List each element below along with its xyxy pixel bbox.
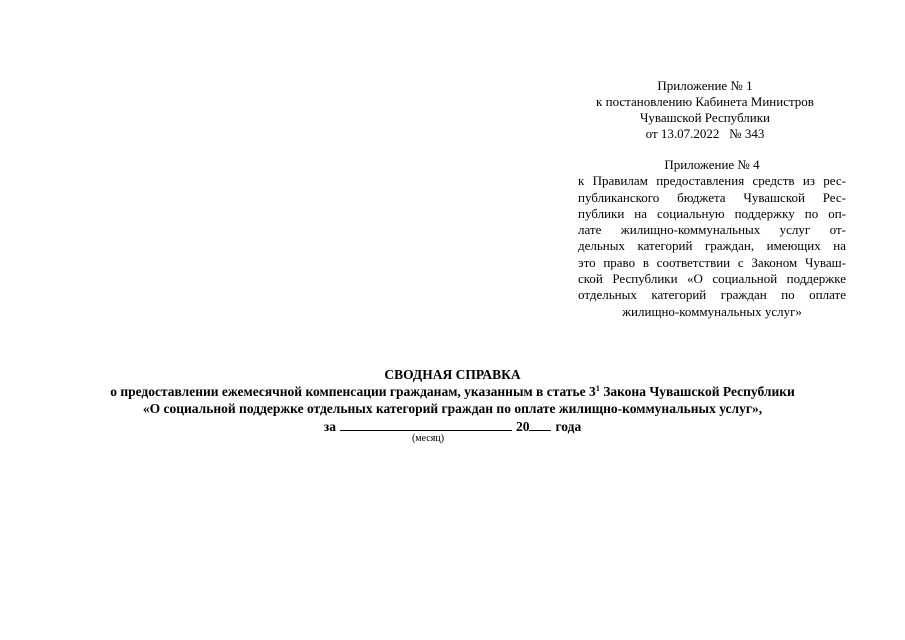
- appendix-4-line-last: жилищно-коммунальных услуг»: [622, 303, 802, 319]
- year-suffix: года: [555, 419, 582, 434]
- appendix-1-line: к постановлению Кабинета Министров: [596, 94, 814, 109]
- document-subtitle: [0, 383, 905, 400]
- appendix-1-title: Приложение № 1: [657, 78, 753, 93]
- appendix-1-line: Чувашской Республики: [639, 110, 771, 125]
- month-blank-field: [340, 418, 512, 431]
- appendix-4-line: к Правилам предоставления средств из рес-: [578, 173, 846, 189]
- appendix-4-line: отдельных категорий граждан по оплате: [578, 287, 846, 303]
- appendix-4-line: лате жилищно-коммунальных услуг от-: [578, 222, 846, 238]
- appendix-1-date-number: от 13.07.2022 № 343: [645, 126, 765, 141]
- article-superscript: 1: [595, 384, 600, 393]
- appendix-4-title: Приложение № 4: [664, 157, 760, 172]
- year-blank-field: [529, 418, 551, 431]
- period-prefix: за: [323, 419, 336, 434]
- appendix-4-line: дельных категорий граждан, имеющих на: [578, 238, 846, 254]
- document-title: СВОДНАЯ СПРАВКА: [384, 367, 521, 382]
- document-subtitle-line2: «О социальной поддержке отдельных категорий граждан по оплате жилищно-коммунальных услуг»,: [142, 401, 763, 416]
- month-caption: (месяц): [411, 433, 445, 444]
- document-subtitle-part1: о предоставлении ежемесячной компенсации гражданам, указанным в статье 3: [110, 384, 596, 399]
- appendix-4-header: [578, 157, 846, 320]
- appendix-1-header: [560, 78, 850, 142]
- appendix-4-line: публики на социальную поддержку по оп-: [578, 205, 846, 221]
- appendix-4-line: ской Республики «О социальной поддержке: [578, 271, 846, 287]
- year-prefix: 20: [515, 419, 530, 434]
- document-heading: [0, 366, 905, 417]
- appendix-4-line: публиканского бюджета Чувашской Рес-: [578, 189, 846, 205]
- document-subtitle-part2: Закона Чувашской Республики: [599, 384, 795, 399]
- appendix-4-line: это право в соответствии с Законом Чуваш-: [578, 254, 846, 270]
